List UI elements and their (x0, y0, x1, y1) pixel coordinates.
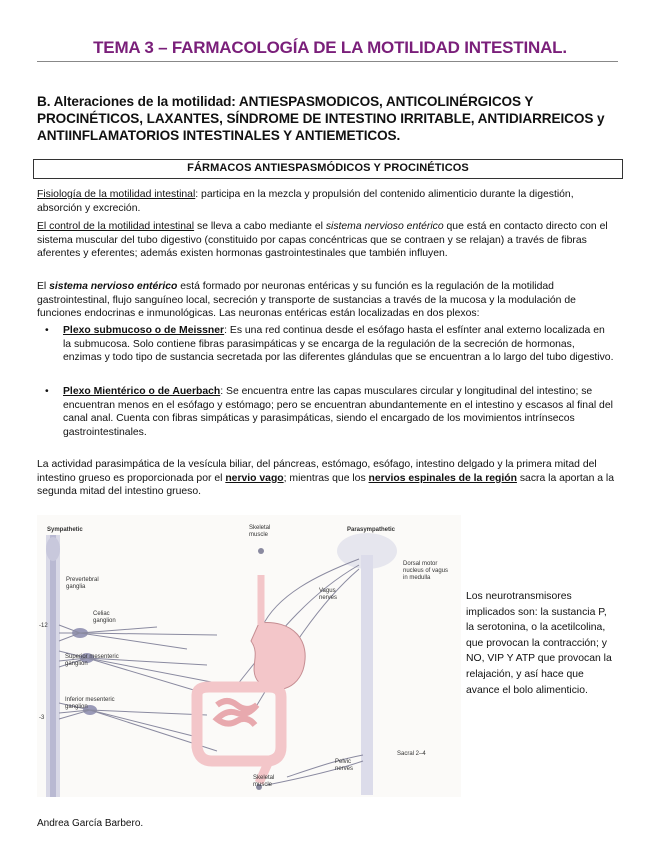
title-divider (37, 61, 618, 62)
term-vagus: nervio vago (225, 472, 284, 484)
figure-caption: Los neurotransmisores implicados son: la sustancia P, la serotonina, o la acetilcolina, que provocan la contracción; y NO, VIP Y ATP que provocan la relajación, y así hace que avance el bolo alimenticio. (466, 591, 612, 696)
term-enteric-italic: sistema nervioso entérico (325, 221, 444, 232)
bullet-icon: • (45, 386, 49, 397)
label-vagus: Vagus (319, 588, 336, 594)
term-control: El control de la motilidad intestinal (37, 221, 195, 232)
figure-diagram (37, 515, 461, 797)
label-dorsal-motor: in medulla (403, 575, 431, 581)
label-pelvic-nerves: Pelvic (335, 759, 352, 765)
spinal-cord-core (50, 535, 56, 797)
label-celiac: Celiac (93, 611, 110, 617)
term-auerbach: Plexo Mientérico o de Auerbach (63, 386, 221, 397)
label-dorsal-motor: Dorsal motor (403, 561, 438, 567)
paragraph-parasympathetic (37, 458, 617, 499)
section-box (33, 159, 623, 179)
bullet-icon: • (45, 325, 49, 336)
label-skeletal-bottom: Skeletal (253, 775, 275, 781)
page-title: TEMA 3 – FARMACOLOGÍA DE LA MOTILIDAD INTESTINAL. (93, 38, 567, 57)
label-inferior-mesenteric: ganglion (65, 704, 88, 710)
section-heading: B. Alteraciones de la motilidad: ANTIESPASMODICOS, ANTICOLINÉRGICOS Y PROCINÉTICOS, LAXANTES, SÍNDROME DE INTESTINO IRRITABLE, ANTIDIARREICOS y ANTIINFLAMATORIOS INTESTINALES Y ANTIEMETICOS. (37, 94, 605, 143)
label-prevertebral: Prevertebral (66, 577, 99, 583)
label-skeletal-top: muscle (249, 532, 269, 538)
label-prevertebral: ganglia (66, 584, 86, 590)
paragraph-text: El (37, 281, 50, 292)
label-inferior-mesenteric: Inferior mesenteric (65, 697, 115, 703)
paragraph-enteric (37, 280, 617, 321)
autonomic-innervation-figure (37, 515, 461, 797)
paragraph-text: : participa en la mezcla y propulsión del contenido alimenticio durante la digestión, absorción y excreción. (37, 189, 574, 214)
footer-author: Andrea García Barbero. (37, 818, 144, 829)
paragraph-text: está formado por neuronas entéricas y su función es la regulación de la motilidad gastrointestinal, flujo sanguíneo local, secreción y transporte de sustancias a través de la mucosa y la modulación de funciones endocrinas e inmunológicas. Las neuronas entéricas están localizadas en dos plexos: (37, 281, 576, 320)
skeletal-muscle-top-icon (258, 548, 264, 554)
term-spinal: nervios espinales de la región (368, 472, 517, 484)
list-item (45, 385, 617, 441)
bullet-text: : Es una red continua desde el esófago hasta el esfínter anal externo localizada en la submucosa. Solo contiene fibras parasimpáticas y se encarga de la regulación de la secreción de hormonas, enzimas y todo tipo de sustancia secretada por las diferentes glándulas que se encuentran a lo largo del tubo digestivo. (63, 325, 614, 364)
paragraph-text: La actividad parasimpática de la vesícula biliar, del páncreas, estómago, esófago, intestino delgado y la primera mitad del intestino grueso es proporcionada por el (37, 459, 597, 484)
label-sacral: Sacral 2–4 (397, 751, 426, 757)
bullet-text: : Se encuentra entre las capas musculares circular y longitudinal del intestino; se encuentran menos en el esófago y estómago; pero se encuentran abundantemente en el intestino y escasos al final del canal anal. Cuenta con fibras simpáticas y parasimpáticas, siendo el encargado de los movimientos intrínsecos gastrointestinales. (63, 386, 613, 438)
list-item (45, 324, 617, 380)
term-meissner: Plexo submucoso o de Meissner (63, 325, 225, 336)
label-skeletal-bottom: muscle (253, 782, 273, 788)
paragraph-text: se lleva a cabo mediante el (194, 221, 326, 232)
label-dorsal-motor: nucleus of vagus (403, 568, 449, 574)
label-l3: -3 (39, 715, 45, 721)
paragraph-control (37, 220, 617, 261)
label-skeletal-top: Skeletal (249, 525, 271, 531)
box-title: FÁRMACOS ANTIESPASMÓDICOS Y PROCINÉTICOS (187, 162, 469, 174)
parasympathetic-column (361, 555, 373, 795)
paragraph-text: sacra la aportan a la segunda mitad del intestino grueso. (37, 472, 615, 498)
label-t12: -12 (39, 623, 48, 629)
label-superior-mesenteric: Superior mesenteric (65, 654, 119, 660)
label-sympathetic: Sympathetic (47, 527, 83, 533)
label-vagus: nerves (319, 595, 338, 601)
label-parasympathetic: Parasympathetic (347, 527, 396, 533)
label-pelvic-nerves: nerves (335, 766, 354, 772)
term-enteric: sistema nervioso entérico (49, 281, 178, 292)
term-physiology: Fisiología de la motilidad intestinal (37, 189, 196, 200)
paragraph-text: que está en contacto directo con el sistema muscular del tubo digestivo (constituido por capas concéntricas que se contraen y se relajan) a través de fibras aferentes y eferentes; además existen hormonas gastrointestinales que también influyen. (37, 221, 608, 260)
label-celiac: ganglion (93, 618, 116, 624)
paragraph-physiology (37, 188, 617, 215)
brainstem-shape (46, 537, 60, 561)
label-superior-mesenteric: ganglion (65, 661, 88, 667)
paragraph-text: ; mientras que los (283, 472, 369, 484)
